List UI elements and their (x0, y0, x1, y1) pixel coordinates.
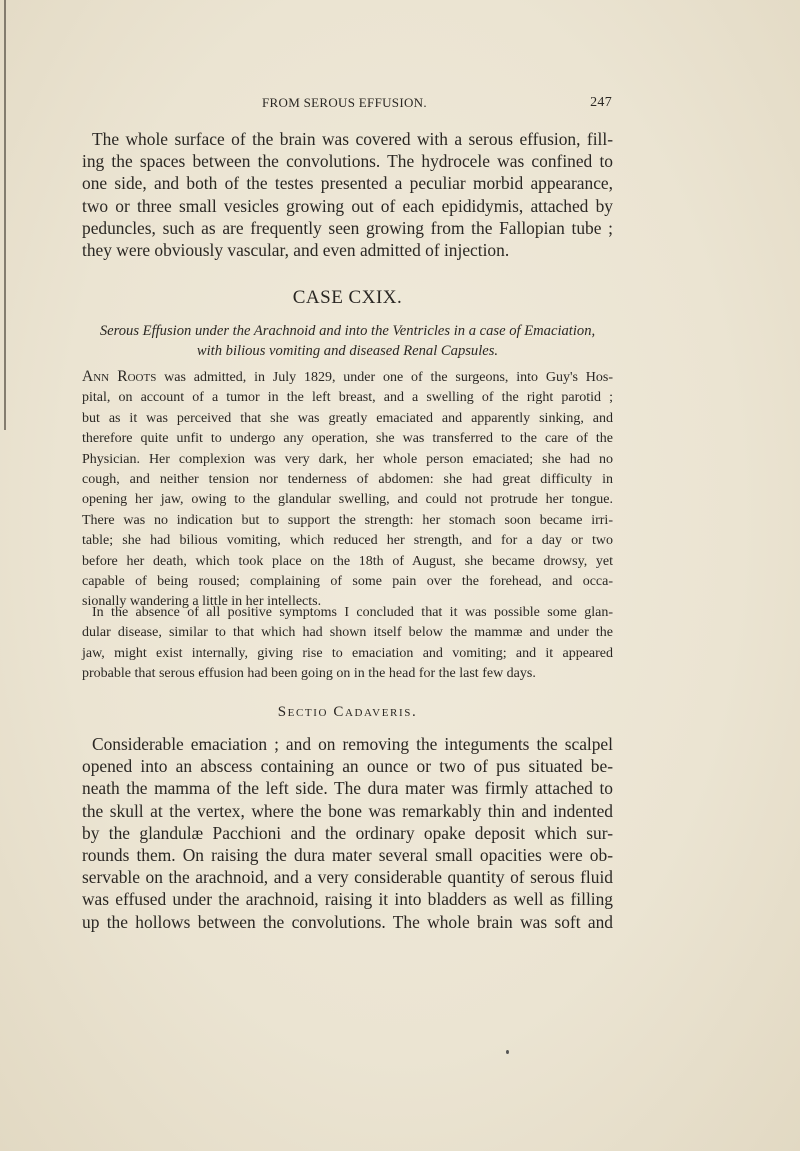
case-subtitle (82, 321, 613, 361)
text-line: cough, and neither tension nor tenderness of abdomen: she had great difficulty in (82, 472, 613, 488)
page-number: 247 (590, 95, 612, 110)
text-line: therefore quite unfit to undergo any operation, she was transferred to the care of the (82, 431, 613, 447)
subtitle-line: with bilious vomiting and diseased Renal Capsules. (196, 343, 499, 359)
text-line: The whole surface of the brain was covered with a serous effusion, fill- (92, 129, 613, 149)
text-line: Considerable emaciation ; and on removing the integuments the scalpel (92, 734, 613, 754)
text-line: sionally wandering a little in her intellects. (82, 594, 322, 610)
page-edge-shadow (4, 0, 6, 430)
paragraph-4 (82, 733, 613, 933)
text-line: capable of being roused; complaining of some pain over the forehead, and occa- (82, 574, 613, 590)
text-line: There was no indication but to support the strength: her stomach soon became irri- (82, 512, 613, 528)
paragraph-2 (82, 367, 613, 613)
text-line: the skull at the vertex, where the bone was remarkably thin and indented (82, 800, 613, 821)
text-line: jaw, might exist internally, giving rise to emaciation and vomiting; and it appeared (82, 645, 613, 661)
text-line: was effused under the arachnoid, raising it into bladders as well as filling (82, 889, 613, 910)
text-line: peduncles, such as are frequently seen growing from the Fallopian tube ; (82, 217, 613, 238)
text-line: probable that serous effusion had been going on in the head for the last few days. (82, 666, 536, 682)
text-line: opening her jaw, owing to the glandular swelling, and could not protrude her tongue. (82, 492, 613, 508)
running-title: FROM SEROUS EFFUSION. (262, 95, 427, 110)
text-line-first (82, 367, 613, 388)
text-line: servable on the arachnoid, and a very considerable quantity of serous fluid (82, 867, 613, 888)
text-line: opened into an abscess containing an ounce or two of pus situated be- (82, 756, 613, 777)
text-line: ing the spaces between the convolutions. The hydrocele was confined to (82, 151, 613, 172)
ink-speck (506, 1050, 509, 1054)
case-title: CASE CXIX. (292, 287, 403, 308)
paragraph-3 (82, 603, 613, 685)
text-line: two or three small vesicles growing out of each epididymis, attached by (82, 195, 613, 216)
text-line: but as it was perceived that she was greatly emaciated and apparently sinking, and (82, 410, 613, 426)
section-heading: Sectio Cadaveris. (277, 704, 418, 720)
text-line: by the glandulæ Pacchioni and the ordinary opake deposit which sur- (82, 822, 613, 843)
text-line: they were obviously vascular, and even admitted of injection. (82, 240, 510, 261)
text-line: rounds them. On raising the dura mater several small opacities were ob- (82, 845, 613, 866)
paragraph-1 (82, 128, 613, 261)
text-line: up the hollows between the convolutions. The whole brain was soft and (82, 911, 613, 932)
text-line: dular disease, similar to that which had shown itself below the mammæ and under the (82, 625, 613, 641)
subtitle-line: Serous Effusion under the Arachnoid and into the Ventricles in a case of Emaciation, (99, 323, 596, 339)
patient-name: Ann Roots (82, 368, 157, 385)
text-fragment: was admitted, in July 1829, under one of the surgeons, into Guy's Hos- (156, 370, 613, 385)
text-line: pital, on account of a tumor in the left breast, and a swelling of the right parotid ; (82, 390, 613, 406)
text-line: before her death, which took place on the 18th of August, she became drowsy, yet (82, 553, 613, 569)
running-header (82, 95, 612, 115)
text-line: Physician. Her complexion was very dark, her whole person emaciated; she had no (82, 451, 613, 467)
text-line: table; she had bilious vomiting, which reduced her strength, and for a day or two (82, 533, 613, 549)
text-line: one side, and both of the testes presented a peculiar morbid appearance, (82, 173, 613, 194)
text-line: In the absence of all positive symptoms I concluded that it was possible some glan- (92, 605, 613, 620)
text-line: neath the mamma of the left side. The dura mater was firmly attached to (82, 778, 613, 799)
